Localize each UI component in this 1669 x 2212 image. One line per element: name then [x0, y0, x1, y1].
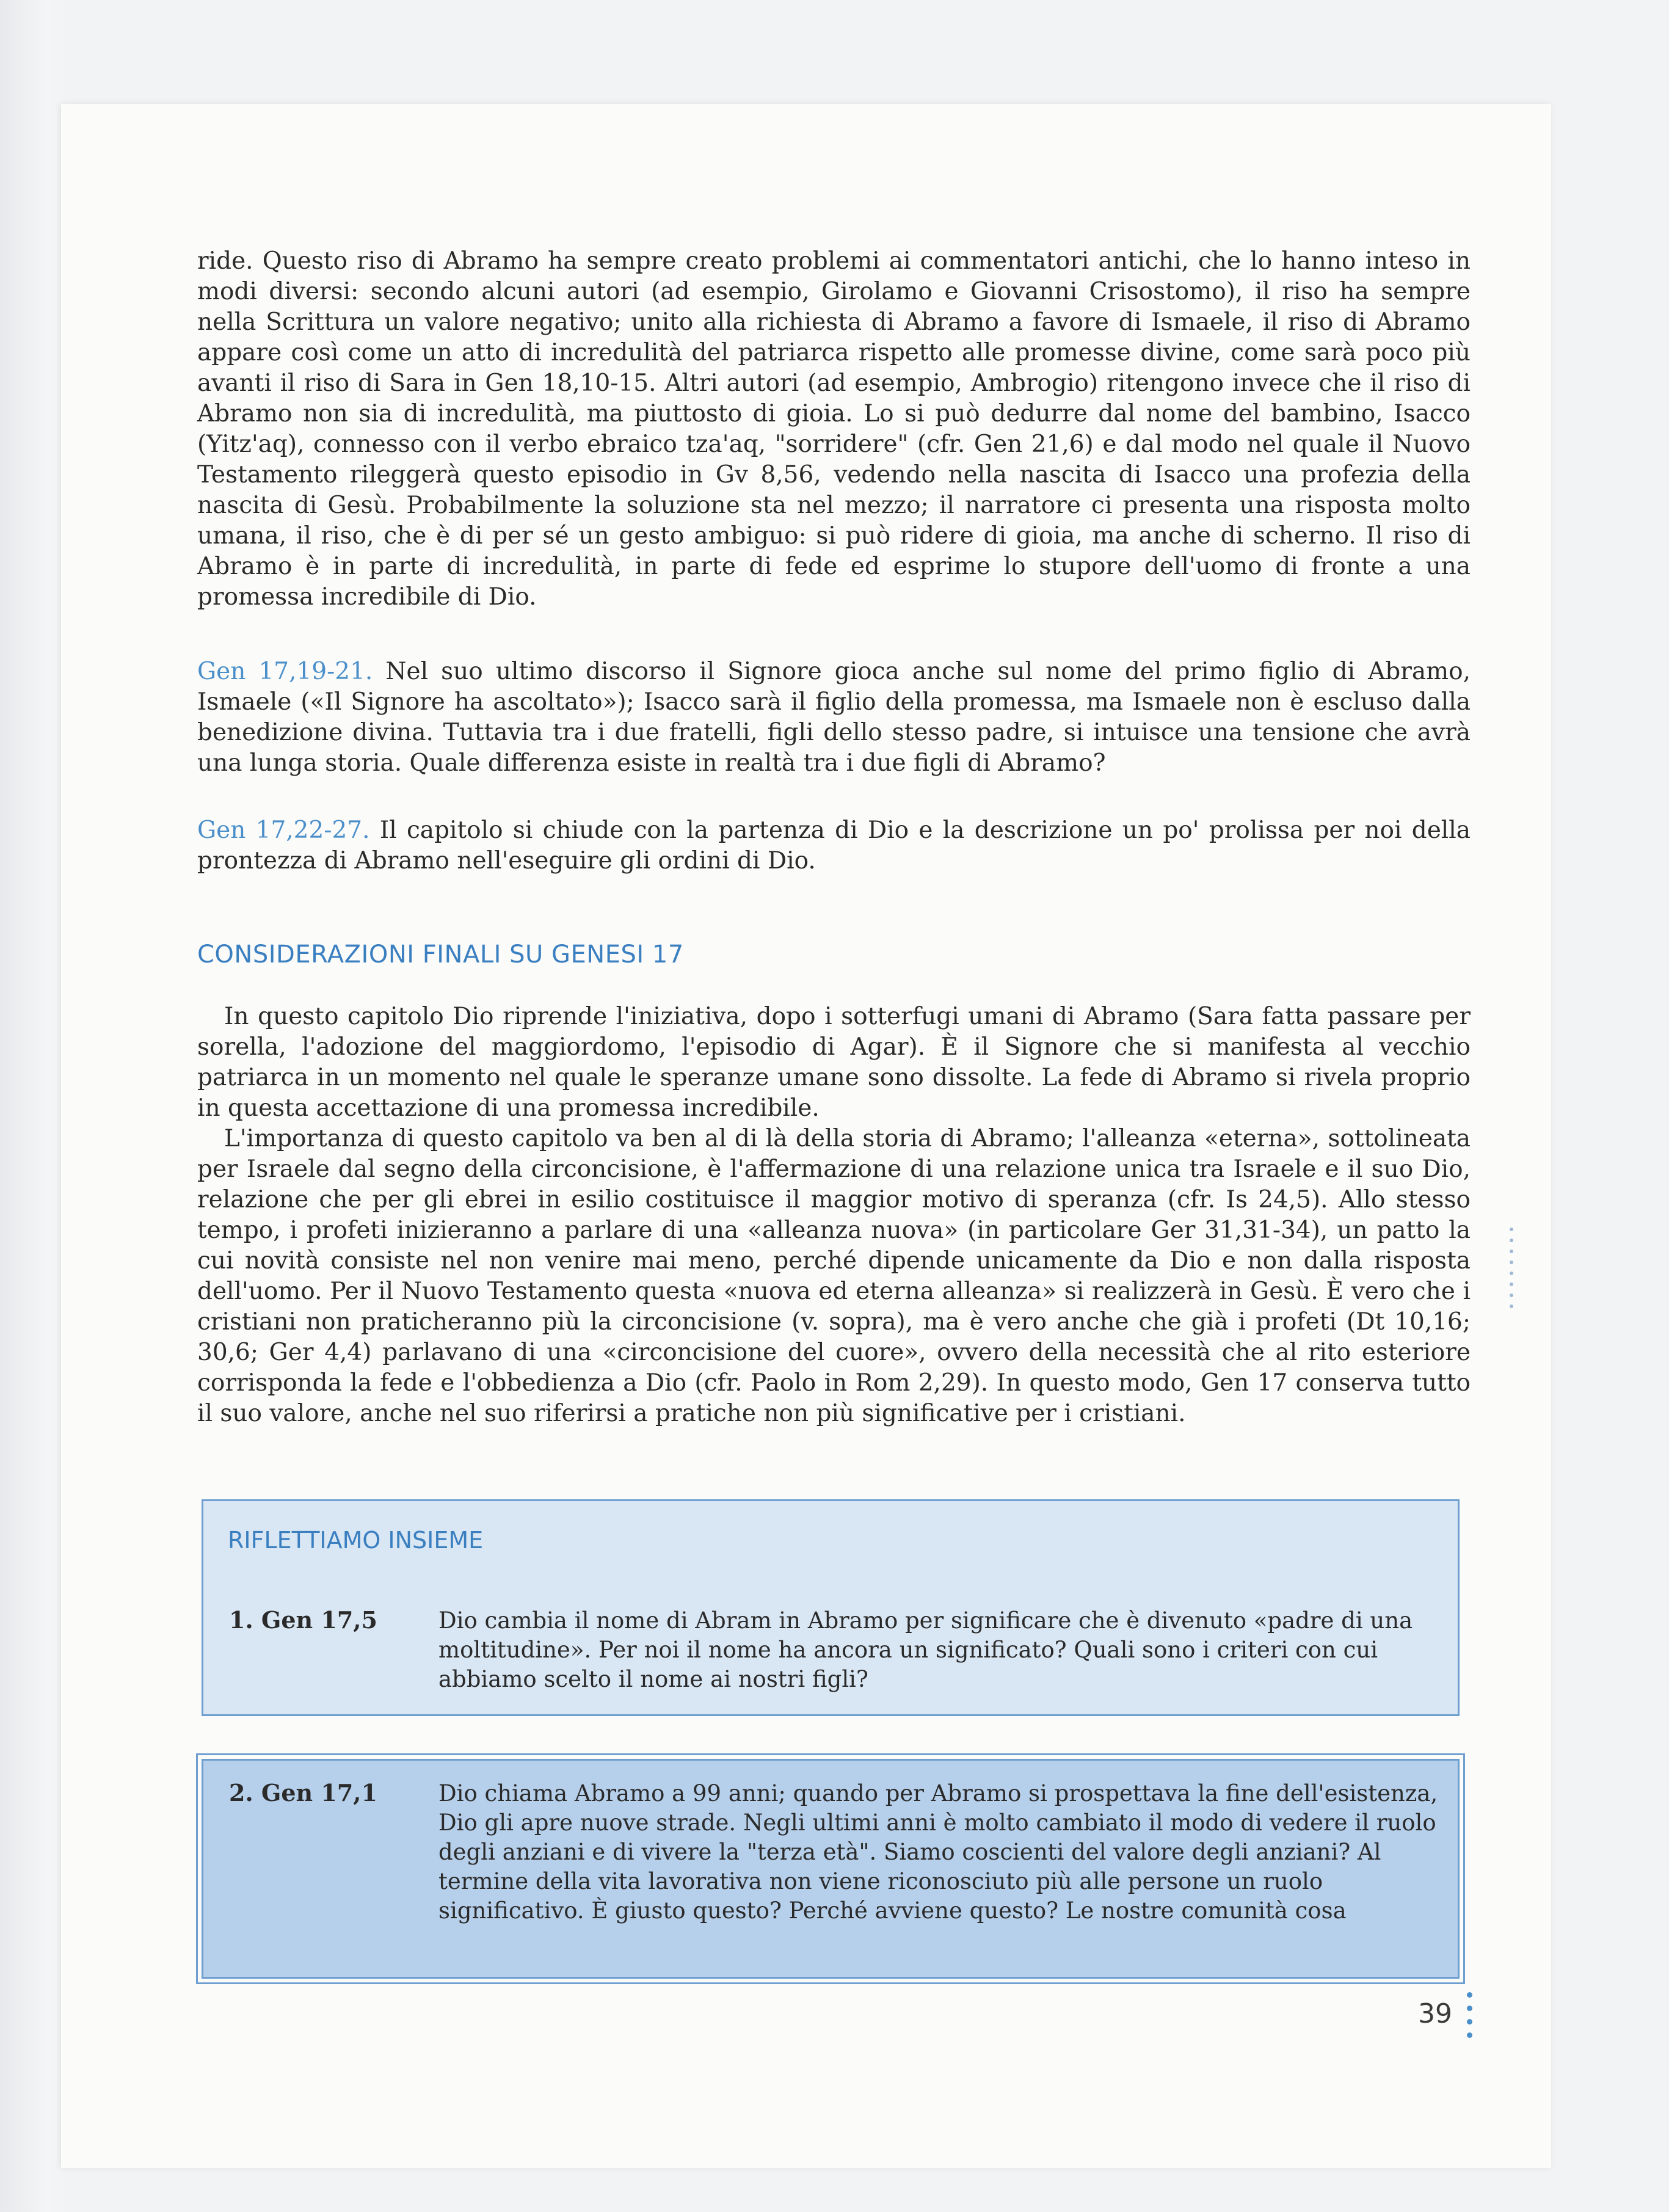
question-1-reference: 1. Gen 17,5: [229, 1606, 377, 1634]
page-gutter-shadow: [0, 0, 67, 2212]
reflection-box-title: RIFLETTIAMO INSIEME: [228, 1527, 484, 1554]
section-heading: CONSIDERAZIONI FINALI SU GENESI 17: [197, 940, 684, 969]
paragraph-gen-17-19-21: Gen 17,19-21. Nel suo ultimo discorso il Signore gioca anche sul nome del primo figlio di Abramo, Ismaele («Il Signore ha ascoltato»); Isacco sarà il figlio della promessa, ma Ismaele non è escluso dalla benedizione divina. Tuttavia tra i due fratelli, figli dello stesso padre, si intuisce una tensione che avrà una lunga storia. Quale differenza esiste in realtà tra i due figli di Abramo?: [197, 658, 1471, 777]
verse-reference: Gen 17,22-27.: [197, 817, 370, 844]
question-2-reference: 2. Gen 17,1: [229, 1779, 377, 1806]
final-paragraph-2: L'importanza di questo capitolo va ben al di là della storia di Abramo; l'alleanza «eterna», sottolineata per Israele dal segno della circoncisione, è l'affermazione di una relazione unica tra Israele e il suo Dio, relazione che per gli ebrei in esilio costituisce il maggior motivo di speranza (cfr. Is 24,5). Allo stesso tempo, i profeti inizieranno a parlare di una «alleanza nuova» (in particolare Ger 31,31-34), un patto la cui novità consiste nel non venire mai meno, perché dipende unicamente da Dio e non dalla risposta dell'uomo. Per il Nuovo Testamento questa «nuova ed eterna alleanza» si realizzerà in Gesù. È vero che i cristiani non praticheranno più la circoncisione (v. sopra), ma è vero anche che già i profeti (Dt 10,16; 30,6; Ger 4,4) parlavano di una «circoncisione del cuore», ovvero della necessità che al rito esteriore corrisponda la fede e l'obbedienza a Dio (cfr. Paolo in Rom 2,29). In questo modo, Gen 17 conserva tutto il suo valore, anche nel suo riferirsi a pratiche non più significative per i cristiani.: [197, 1125, 1471, 1427]
verse-reference: Gen 17,19-21.: [197, 658, 373, 685]
reflection-box-2: [202, 1759, 1460, 1979]
margin-dots-ornament: [1510, 1228, 1514, 1315]
paragraph-riso-di-abramo: ride. Questo riso di Abramo ha sempre creato problemi ai commentatori antichi, che lo hanno inteso in modi diversi: secondo alcuni autori (ad esempio, Girolamo e Giovanni Crisostomo), il riso ha sempre nella Scrittura un valore negativo; unito alla richiesta di Abramo a favore di Ismaele, il riso di Abramo appare così come un atto di incredulità del patriarca rispetto alle promesse divine, come sarà poco più avanti il riso di Sara in Gen 18,10-15. Altri autori (ad esempio, Ambrogio) ritengono invece che il riso di Abramo non sia di incredulità, ma piuttosto di gioia. Lo si può dedurre dal nome del bambino, Isacco (Yitz'aq), connesso con il verbo ebraico tza'aq, "sorridere" (cfr. Gen 21,6) e dal modo nel quale il Nuovo Testamento rileggerà questo episodio in Gv 8,56, vedendo nella nascita di Isacco una profezia della nascita di Gesù. Probabilmente la soluzione sta nel mezzo; il narratore ci presenta una risposta molto umana, il riso, che è di per sé un gesto ambiguo: si può ridere di gioia, ma anche di scherno. Il riso di Abramo è in parte di incredulità, in parte di fede ed esprime lo stupore dell'uomo di fronte a una promessa incredibile di Dio.: [197, 247, 1471, 611]
page-number-dots-ornament: [1467, 1992, 1473, 2046]
final-paragraph-1: In questo capitolo Dio riprende l'iniziativa, dopo i sotterfugi umani di Abramo (Sara fatta passare per sorella, l'adozione del maggiordomo, l'episodio di Agar). È il Signore che si manifesta al vecchio patriarca in un momento nel quale le speranze umane sono dissolte. La fede di Abramo si rivela proprio in questa accettazione di una promessa incredibile.: [197, 1003, 1471, 1122]
final-considerations-text: [197, 1002, 1471, 1429]
reflection-box-1: [202, 1499, 1460, 1716]
paragraph-gen-17-22-27: Gen 17,22-27. Il capitolo si chiude con la partenza di Dio e la descrizione un po' prolissa per noi della prontezza di Abramo nell'eseguire gli ordini di Dio.: [197, 817, 1471, 875]
page-number: 39: [1418, 1998, 1452, 2029]
question-2-text: Dio chiama Abramo a 99 anni; quando per Abramo si prospettava la fine dell'esistenza, Dio gli apre nuove strade. Negli ultimi anni è molto cambiato il modo di vedere il ruolo degli anziani e di vivere la "terza età". Siamo coscienti del valore degli anziani? Al termine della vita lavorativa non viene riconosciuto più alle persone un ruolo significativo. È giusto questo? Perché avviene questo? Le nostre comunità cosa: [438, 1780, 1438, 1924]
question-1-text: Dio cambia il nome di Abram in Abramo per significare che è divenuto «padre di una moltitudine». Per noi il nome ha ancora un significato? Quali sono i criteri con cui abbiamo scelto il nome ai nostri figli?: [438, 1607, 1413, 1692]
